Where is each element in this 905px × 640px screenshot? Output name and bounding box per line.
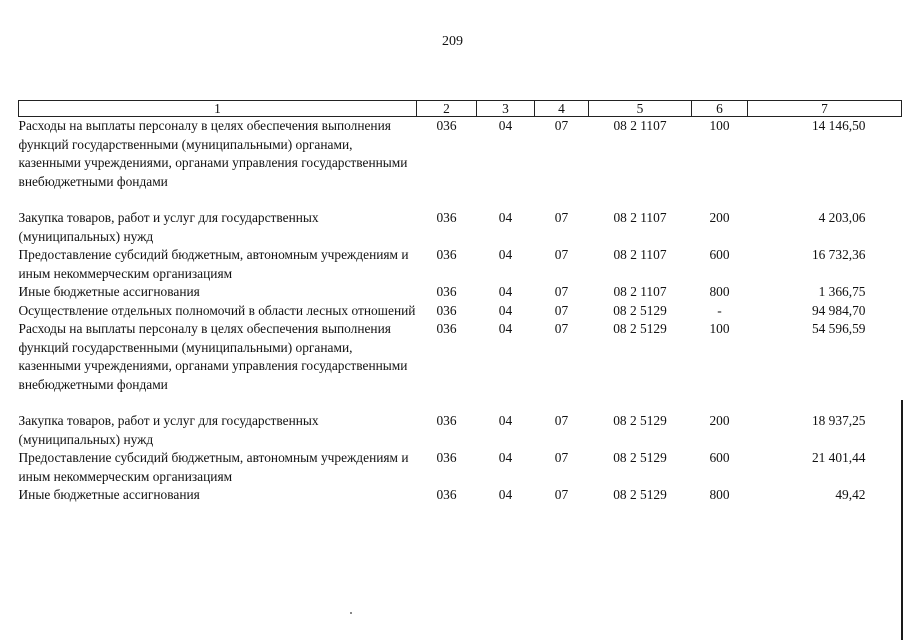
table-row (19, 283, 902, 302)
row-col-3: 04 (498, 487, 513, 502)
row-col-2: 036 (436, 302, 457, 318)
scan-speck (350, 612, 352, 614)
row-name: Предоставление субсидий бюджетным, автономным учреждениям и иным некоммерческим организациям (18, 450, 409, 484)
table-row (19, 117, 902, 210)
table-row (19, 449, 902, 486)
row-col-3: 04 (498, 302, 513, 318)
row-name: Осуществление отдельных полномочий в области лесных отношений (18, 302, 416, 318)
row-col-5: 08 2 1107 (613, 210, 667, 225)
row-col-4: 07 (554, 321, 569, 336)
row-name: Закупка товаров, работ и услуг для государственных (муниципальных) нужд (18, 210, 319, 244)
header-col-6: 6 (692, 101, 748, 117)
row-amount: 14 146,50 (811, 118, 866, 133)
row-name: Расходы на выплаты персоналу в целях обеспечения выполнения функций государственными (муниципальными) органами, казенными учреждениями, органами управления государственными внебюджетными фондами (18, 321, 408, 392)
row-amount: 16 732,36 (811, 247, 866, 262)
row-name: Предоставление субсидий бюджетным, автономным учреждениям и иным некоммерческим организациям (18, 247, 409, 281)
row-name: Закупка товаров, работ и услуг для государственных (муниципальных) нужд (18, 413, 319, 447)
header-col-2: 2 (417, 101, 477, 117)
row-col-4: 07 (554, 450, 569, 465)
row-col-2: 036 (436, 118, 457, 133)
row-col-3: 04 (498, 210, 513, 225)
row-col-2: 036 (436, 450, 457, 465)
row-col-3: 04 (498, 450, 513, 465)
row-col-6: 200 (709, 210, 730, 225)
scan-edge-line (901, 400, 903, 640)
row-col-3: 04 (498, 321, 513, 336)
row-col-3: 04 (498, 247, 513, 262)
row-col-6: 600 (709, 247, 730, 262)
row-col-4: 07 (554, 487, 569, 502)
header-col-1: 1 (19, 101, 417, 117)
row-col-4: 07 (554, 413, 569, 428)
row-amount: 1 366,75 (818, 284, 866, 299)
table-row (19, 209, 902, 246)
row-col-4: 07 (554, 302, 569, 318)
table-header (19, 101, 902, 117)
row-col-5: 08 2 5129 (613, 450, 667, 465)
row-col-5: 08 2 5129 (613, 321, 667, 336)
page-number: 209 (442, 34, 463, 49)
row-col-4: 07 (554, 210, 569, 225)
row-name: Иные бюджетные ассигнования (18, 487, 200, 502)
row-col-6: 100 (709, 321, 730, 336)
row-col-6: 600 (709, 450, 730, 465)
row-col-2: 036 (436, 210, 457, 225)
row-amount: 4 203,06 (818, 210, 866, 225)
row-col-5: 08 2 5129 (613, 413, 667, 428)
header-col-7: 7 (748, 101, 902, 117)
row-col-2: 036 (436, 284, 457, 299)
row-amount: 49,42 (835, 487, 866, 502)
row-amount: 94 984,70 (811, 302, 866, 318)
row-name: Расходы на выплаты персоналу в целях обеспечения выполнения функций государственными (муниципальными) органами, казенными учреждениями, органами управления государственными внебюджетными фондами (18, 118, 408, 189)
row-col-5: 08 2 5129 (613, 302, 667, 318)
row-col-5: 08 2 1107 (613, 284, 667, 299)
row-col-3: 04 (498, 118, 513, 133)
row-col-3: 04 (498, 413, 513, 428)
row-col-4: 07 (554, 284, 569, 299)
row-amount: 21 401,44 (811, 450, 866, 465)
row-col-5: 08 2 1107 (613, 118, 667, 133)
row-name: Иные бюджетные ассигнования (18, 284, 200, 299)
row-amount: 54 596,59 (811, 321, 866, 336)
table-row (19, 302, 902, 321)
row-col-2: 036 (436, 487, 457, 502)
row-col-5: 08 2 1107 (613, 247, 667, 262)
table-row (19, 246, 902, 283)
header-col-3: 3 (477, 101, 535, 117)
row-col-4: 07 (554, 247, 569, 262)
header-col-5: 5 (589, 101, 692, 117)
header-col-4: 4 (535, 101, 589, 117)
row-col-2: 036 (436, 321, 457, 336)
row-col-6: 200 (709, 413, 730, 428)
table-row (19, 320, 902, 412)
header-row (19, 101, 902, 117)
table-body (19, 117, 902, 505)
row-col-6: 800 (709, 487, 730, 502)
row-col-6: 800 (709, 284, 730, 299)
row-col-4: 07 (554, 118, 569, 133)
row-col-3: 04 (498, 284, 513, 299)
budget-table (18, 100, 902, 505)
row-col-5: 08 2 5129 (613, 487, 667, 502)
row-col-6: - (717, 302, 722, 318)
table-row (19, 412, 902, 449)
row-col-6: 100 (709, 118, 730, 133)
row-col-2: 036 (436, 247, 457, 262)
table-row (19, 486, 902, 505)
row-amount: 18 937,25 (811, 413, 866, 428)
row-col-2: 036 (436, 413, 457, 428)
